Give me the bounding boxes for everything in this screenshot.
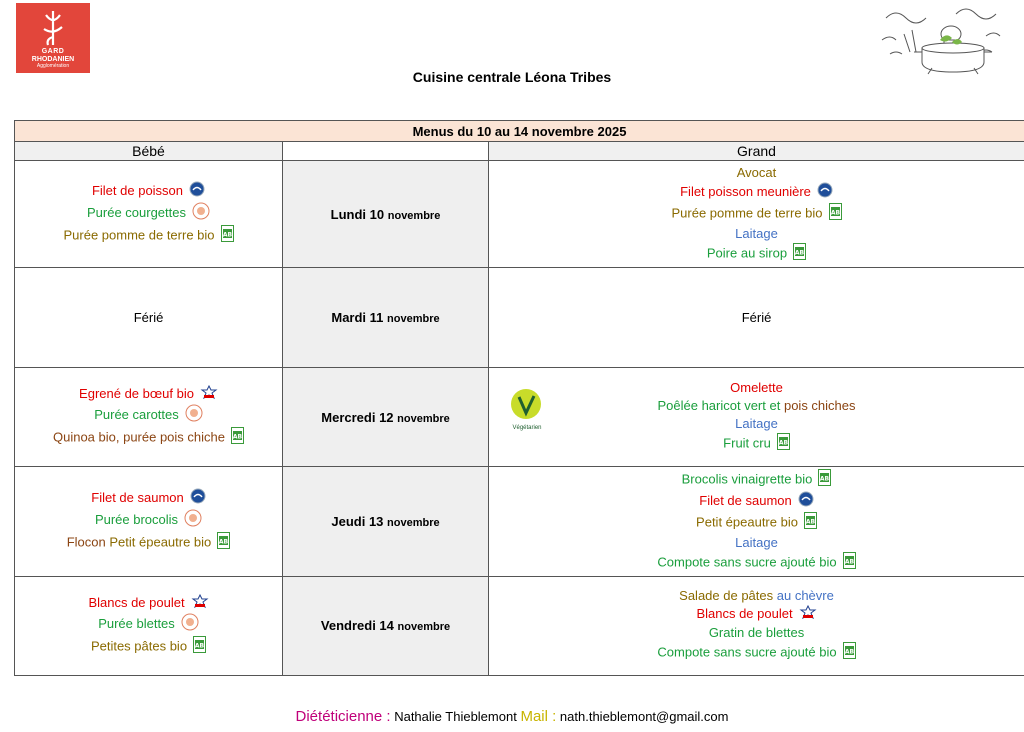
day-label: [283, 466, 489, 576]
menu-item: [489, 415, 1024, 433]
organic-ab-icon: [231, 427, 244, 449]
page-title: Cuisine centrale Léona Tribes: [412, 69, 612, 85]
organic-ab-icon: [804, 512, 817, 534]
menu-item-text: Blancs de poulet: [88, 594, 185, 610]
footer-email[interactable]: nath.thieblemont@gmail.com: [559, 709, 729, 724]
vegetarian-badge: [509, 388, 545, 434]
menu-item: [489, 182, 1024, 203]
bebe-cell: [15, 268, 283, 368]
day-month: novembre: [387, 313, 440, 326]
svg-text:AB: AB: [805, 518, 816, 526]
day-row: [15, 466, 1024, 576]
bebe-cell: [15, 161, 283, 268]
fork-spoon-icon: [38, 9, 68, 47]
logo-line3: Agglomération: [36, 63, 70, 69]
msc-fish-label-icon: [798, 491, 814, 512]
menu-item: [15, 594, 282, 613]
vegetarian-label: Végétarien: [512, 425, 542, 432]
organic-ab-icon: [829, 203, 842, 225]
organic-ab-icon: [843, 552, 856, 574]
msc-fish-label-icon: [189, 181, 205, 202]
menu-item: [15, 181, 282, 202]
logo-line1: GARD: [41, 48, 65, 55]
menu-item-text: Poêlée haricot vert et: [657, 398, 781, 413]
day-name: Lundi 10: [330, 206, 385, 222]
menu-item-text: Flocon: [66, 534, 106, 550]
menu-item-text: Purée courgettes: [86, 205, 186, 221]
menu-item-text: Egrené de bœuf bio: [79, 385, 194, 401]
svg-text:AB: AB: [830, 209, 840, 217]
menu-item-text: Filet de saumon: [91, 490, 184, 506]
footer: [0, 708, 1024, 725]
menu-item: [489, 397, 1024, 415]
menu-item-text: Purée pomme de terre bio: [671, 205, 823, 221]
menu-item: [15, 509, 282, 532]
grand-cell: [489, 368, 1024, 466]
col-header-empty: [283, 142, 489, 161]
bebe-cell: [15, 576, 283, 675]
grand-cell: [489, 268, 1024, 368]
day-row: [15, 576, 1024, 675]
bebe-cell: [15, 368, 283, 466]
menu-item-text: Férié: [133, 309, 164, 325]
svg-text:AB: AB: [844, 558, 854, 566]
menu-item: [489, 552, 1024, 574]
menu-item-text: Laitage: [735, 534, 778, 550]
day-name: Mardi 11: [331, 310, 384, 326]
menu-header-row: [15, 121, 1024, 142]
menu-item: [489, 469, 1024, 491]
menu-item: [15, 385, 282, 404]
svg-text:AB: AB: [778, 439, 788, 447]
menu-item-text: Férié: [741, 309, 772, 325]
quality-label-icon: [191, 594, 209, 613]
menu-item-text: Filet poisson meunière: [680, 183, 811, 199]
menu-item: [489, 203, 1024, 225]
menu-item-extra: au chèvre: [776, 588, 834, 604]
menu-item-text: Compote sans sucre ajouté bio: [657, 554, 837, 570]
menu-item: [489, 512, 1024, 534]
menu-table: [14, 120, 1024, 676]
menu-item-text: Purée carottes: [94, 406, 179, 422]
menu-item-text: Gratin de blettes: [708, 625, 805, 641]
grand-cell: [489, 466, 1024, 576]
menu-item-text: Petit épeautre bio: [696, 514, 798, 530]
menu-item: [489, 605, 1024, 624]
menu-item-text: Filet de saumon: [699, 492, 792, 508]
day-label: [283, 161, 489, 268]
menu-item-text: Purée brocolis: [94, 512, 179, 528]
col-header-grand: Grand: [489, 142, 1024, 161]
day-month: novembre: [397, 621, 451, 634]
footer-mail-label: Mail :: [520, 708, 557, 725]
menu-item: [15, 427, 282, 449]
organic-ab-icon: [793, 243, 806, 265]
col-header-bebe: Bébé: [15, 142, 283, 161]
svg-text:AB: AB: [222, 231, 232, 239]
menu-item: [15, 404, 282, 427]
day-name: Mercredi 12: [321, 409, 394, 425]
bebe-cell: [15, 466, 283, 576]
logo-line2: RHODANIEN: [31, 56, 75, 63]
menu-item-extra: pois chiches: [783, 398, 856, 413]
grand-cell: [489, 161, 1024, 268]
organic-ab-icon: [777, 433, 790, 455]
menu-item: [15, 309, 282, 327]
menu-item-text: Avocat: [736, 164, 777, 180]
menu-item: [15, 613, 282, 636]
menu-item: [489, 243, 1024, 265]
menu-item: [489, 379, 1024, 397]
menu-item-text: Laitage: [735, 225, 778, 241]
menu-item-text: Petites pâtes bio: [90, 638, 188, 654]
menu-item-text: Blancs de poulet: [696, 606, 793, 622]
menu-item: [15, 202, 282, 225]
menu-item-text: Purée pomme de terre bio: [63, 227, 215, 243]
menu-item: [489, 164, 1024, 182]
msc-fish-label-icon: [817, 182, 833, 203]
menu-item: [489, 587, 1024, 605]
menu-item: [15, 488, 282, 509]
day-label: [283, 368, 489, 466]
organic-ab-icon: [818, 469, 831, 491]
menu-item: [15, 225, 282, 247]
quality-label-icon: [799, 605, 817, 624]
organic-ab-icon: [843, 642, 856, 664]
day-label: [283, 268, 489, 368]
menu-item-text: Laitage: [735, 416, 778, 431]
footer-dietitian-label: Diététicienne :: [295, 708, 391, 725]
local-product-icon: [192, 202, 210, 225]
menu-item-text: Omelette: [730, 380, 783, 395]
gard-rhodanien-logo: [16, 3, 90, 73]
menu-item-text: Brocolis vinaigrette bio: [681, 471, 813, 487]
day-month: novembre: [387, 209, 441, 222]
chef-cooking-pot-icon: [876, 4, 1006, 76]
menu-item: [489, 433, 1024, 455]
organic-ab-icon: [217, 532, 230, 554]
svg-text:AB: AB: [795, 249, 805, 257]
menu-item: [15, 636, 282, 658]
local-product-icon: [181, 613, 199, 636]
day-month: novembre: [387, 516, 440, 529]
menu-item-extra: Petit épeautre bio: [109, 534, 212, 550]
vegetarian-v-icon: [509, 388, 545, 422]
svg-text:AB: AB: [844, 648, 854, 656]
menu-item: [489, 534, 1024, 552]
menu-item-text: Quinoa bio, purée pois chiche: [52, 429, 225, 445]
svg-text:AB: AB: [232, 433, 243, 441]
menu-item-text: Filet de poisson: [91, 183, 184, 199]
organic-ab-icon: [193, 636, 206, 658]
menu-item-text: Fruit cru: [723, 435, 771, 451]
menu-item-text: Salade de pâtes: [679, 588, 774, 604]
day-row: [15, 268, 1024, 368]
menu-item: [489, 225, 1024, 243]
menu-item-text: Compote sans sucre ajouté bio: [657, 644, 837, 660]
menu-header-suffix: novembre 2025: [531, 123, 627, 139]
menu-item-text: Purée blettes: [98, 615, 175, 631]
menu-header-prefix: Menus du 10 au 14: [412, 123, 529, 139]
menu-item: [489, 491, 1024, 512]
column-header-row: [15, 142, 1024, 161]
organic-ab-icon: [221, 225, 234, 247]
svg-text:AB: AB: [194, 642, 205, 650]
menu-header: [15, 121, 1024, 142]
footer-dietitian-name: Nathalie Thieblemont: [394, 709, 517, 724]
menu-item-text: Poire au sirop: [706, 245, 788, 261]
svg-text:AB: AB: [820, 475, 830, 483]
day-name: Vendredi 14: [320, 618, 394, 634]
grand-cell: [489, 576, 1024, 675]
quality-label-icon: [200, 385, 218, 404]
day-name: Jeudi 13: [331, 513, 384, 529]
menu-item: [489, 309, 1024, 327]
menu-item: [15, 532, 282, 554]
day-label: [283, 576, 489, 675]
local-product-icon: [185, 404, 203, 427]
msc-fish-label-icon: [190, 488, 206, 509]
menu-item: [489, 642, 1024, 664]
svg-text:AB: AB: [219, 538, 229, 546]
day-month: novembre: [397, 412, 450, 425]
day-row: [15, 161, 1024, 268]
day-row: [15, 368, 1024, 466]
menu-item: [489, 624, 1024, 642]
local-product-icon: [184, 509, 202, 532]
